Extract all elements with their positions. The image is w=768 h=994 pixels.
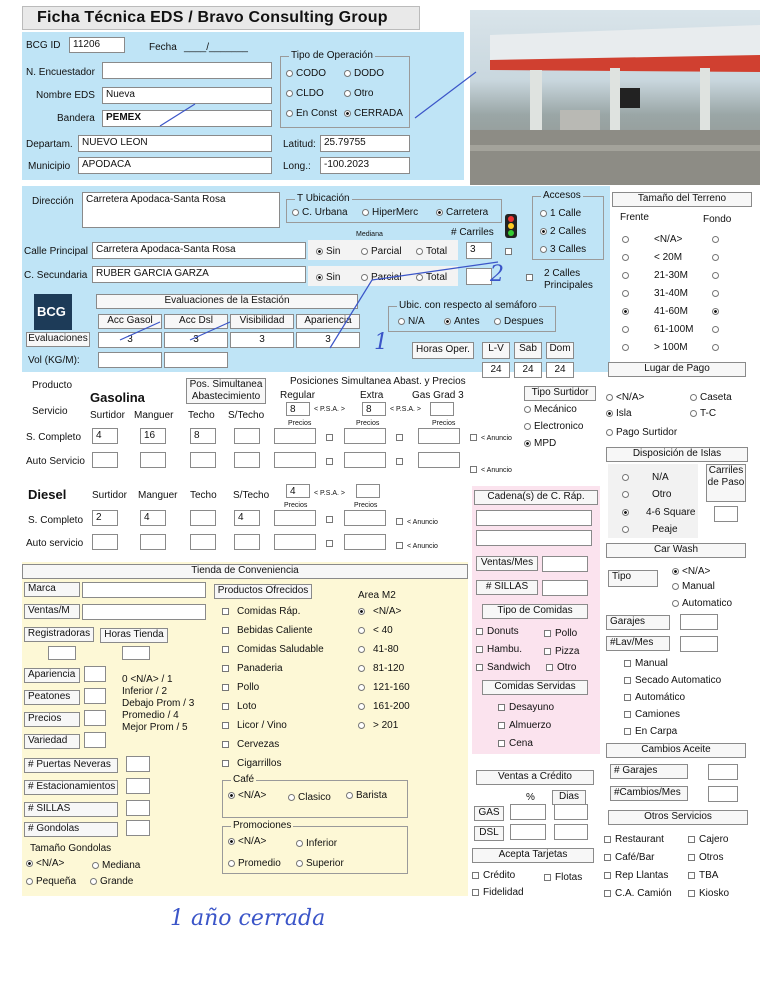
semaforo-title: Ubic. con respecto al semáforo <box>399 300 537 311</box>
tarjeta-credito-label: Crédito <box>483 870 516 881</box>
area-label: < 40 <box>373 625 393 636</box>
cena-label: Cena <box>509 738 533 749</box>
dsl-s-completo-label: S. Completo <box>28 515 84 526</box>
eval-acc-gasol-field[interactable]: 3 <box>98 332 162 348</box>
precios-label: Precios <box>24 712 80 727</box>
estacionamientos-label: # Estacionamientos <box>24 780 118 795</box>
handwritten-note: 1 año cerrada <box>170 906 326 931</box>
secundaria-total-label: Total <box>426 272 448 283</box>
gas-as-anuncio-label: < Anuncio <box>481 467 512 474</box>
aceite-garajes-label: # Garajes <box>610 764 688 779</box>
pago-caseta-label: Caseta <box>700 392 732 403</box>
horas-lv-label: L-V <box>482 342 510 359</box>
gas-surtidor-field[interactable]: 4 <box>92 428 118 444</box>
ext-pos-field[interactable]: 8 <box>362 402 386 416</box>
area-label: > 201 <box>373 720 399 731</box>
principal-total-label: Total <box>426 246 448 257</box>
servicio-label: Rep Llantas <box>615 870 669 881</box>
eval-col-acc-gasol: Acc Gasol <box>98 314 162 329</box>
gondola-na-label: <N/A> <box>36 858 65 869</box>
aceite-cambios-label: #Cambios/Mes <box>610 786 688 801</box>
pago-title: Lugar de Pago <box>608 362 746 377</box>
terreno-frente-label: Frente <box>620 212 649 223</box>
horas-lv-field[interactable]: 24 <box>482 362 510 378</box>
credito-dias-label: Dias <box>552 790 586 805</box>
area-label: 121-160 <box>373 682 410 693</box>
bandera-label: Bandera <box>57 113 95 124</box>
reg-precios-label: Precios <box>288 420 312 427</box>
donuts-label: Donuts <box>487 626 519 637</box>
acceso-1-calle-label: 1 Calle <box>550 208 582 219</box>
horas-dom-field[interactable]: 24 <box>546 362 574 378</box>
carwash-option-label: Automático <box>635 692 686 703</box>
ubicacion-title: T Ubicación <box>297 193 350 204</box>
area-title: Area M2 <box>358 590 396 601</box>
sandwich-label: Sandwich <box>487 662 531 673</box>
carwash-option-label: Camiones <box>635 709 681 720</box>
calle-principal-field[interactable]: Carretera Apodaca-Santa Rosa <box>92 242 306 259</box>
pizza-label: Pizza <box>555 646 580 657</box>
urbana-label: C. Urbana <box>302 207 348 218</box>
registradoras-label: Registradoras <box>24 627 94 642</box>
carwash-lav-label: #Lav/Mes <box>606 636 670 651</box>
terreno-title: Tamaño del Terreno <box>612 192 752 207</box>
handwritten-two: 2 <box>490 262 504 287</box>
reg-pos-field[interactable]: 8 <box>286 402 310 416</box>
eval-col-apariencia: Apariencia <box>296 314 360 329</box>
encuestador-label: N. Encuestador <box>26 67 95 78</box>
gas-manguer-header: Manguer <box>134 410 174 421</box>
servicios-title: Otros Servicios <box>608 810 748 825</box>
municipio-field[interactable]: APODACA <box>78 157 272 174</box>
cadena-title: Cadena(s) de C. Ráp. <box>474 490 598 505</box>
cafe-clasico-label: Clasico <box>298 792 331 803</box>
latitud-label: Latitud: <box>283 139 316 150</box>
latitud-field[interactable]: 25.79755 <box>320 135 410 152</box>
servicio-label: Servicio <box>32 406 68 417</box>
productos-title: Productos Ofrecidos <box>214 584 312 599</box>
longitud-field[interactable]: -100.2023 <box>320 157 410 174</box>
peatones-label: Peatones <box>24 690 80 705</box>
evaluaciones-title: Evaluaciones de la Estación <box>96 294 358 309</box>
promo-superior-label: Superior <box>306 858 344 869</box>
gondola-mediana-label: Mediana <box>102 860 141 871</box>
variedad-label: Variedad <box>24 734 80 749</box>
producto-label: Comidas Saludable <box>237 644 324 655</box>
producto-label: Loto <box>237 701 257 712</box>
carwash-option-label: Secado Automatico <box>635 675 722 686</box>
carwash-automatico-label: Automatico <box>682 598 733 609</box>
ext-psa-label: < P.S.A. > <box>390 406 422 413</box>
extra-header: Extra <box>360 390 384 401</box>
dsl-stecho-header: S/Techo <box>233 490 270 501</box>
horas-sab-label: Sab <box>514 342 542 359</box>
mpd-label: MPD <box>534 438 557 449</box>
hambu-label: Hambu. <box>487 644 523 655</box>
mecanico-label: Mecánico <box>534 404 577 415</box>
gas-s-completo-label: S. Completo <box>26 432 82 443</box>
credito-pct-label: % <box>526 792 535 803</box>
cafe-na-label: <N/A> <box>238 790 267 801</box>
dsl-techo-header: Techo <box>190 490 217 501</box>
gas-techo-header: Techo <box>188 410 215 421</box>
horas-oper-label: Horas Oper. <box>412 342 474 359</box>
ext-precios-label: Precios <box>356 420 380 427</box>
promo-promedio-label: Promedio <box>238 858 281 869</box>
dsl-precios-label-2: Precios <box>354 502 378 509</box>
bandera-field[interactable]: PEMEX <box>102 110 272 127</box>
dsl-manguer-header: Manguer <box>138 490 178 501</box>
pago-isla-label: Isla <box>616 408 632 419</box>
apariencia-label: Apariencia <box>24 668 80 683</box>
dsl-stecho-field[interactable]: 4 <box>234 510 260 526</box>
pen-stroke <box>160 104 195 126</box>
gas-auto-servicio-label: Auto Servicio <box>26 456 85 467</box>
carriles-paso-label: Carriles de Paso <box>706 464 746 502</box>
producto-label: Bebidas Caliente <box>237 625 313 636</box>
carwash-manual-label: Manual <box>682 581 715 592</box>
acceso-2-calles-label: 2 Calles <box>550 226 587 237</box>
marca-label: Marca <box>24 582 80 597</box>
area-label: 41-80 <box>373 644 399 655</box>
dsl-surtidor-field[interactable]: 2 <box>92 510 118 526</box>
tarjeta-fidelidad-label: Fidelidad <box>483 887 524 898</box>
dsl-surtidor-header: Surtidor <box>92 490 128 501</box>
gas-stecho-header: S/Techo <box>228 410 265 421</box>
terreno-option-label: 31-40M <box>654 288 688 299</box>
pollo-label: Pollo <box>555 628 578 639</box>
carriles-field[interactable]: 3 <box>466 242 492 259</box>
enconst-label: En Const <box>296 108 338 119</box>
tienda-sillas-label: # SILLAS <box>24 802 118 817</box>
producto-label: Panaderia <box>237 663 283 674</box>
area-label: 81-120 <box>373 663 405 674</box>
direccion-label: Dirección <box>32 196 74 207</box>
producto-label: Comidas Ráp. <box>237 606 301 617</box>
islas-peaje-label: Peaje <box>652 524 678 535</box>
gondolas-label: # Gondolas <box>24 822 118 837</box>
principal-parcial-label: Parcial <box>371 246 402 257</box>
pen-stroke <box>190 322 230 340</box>
gas-anuncio-label: < Anuncio <box>481 435 512 442</box>
eval-col-acc-dsl: Acc Dsl <box>164 314 228 329</box>
cafe-title: Café <box>233 774 255 785</box>
acceso-3-calles-label: 3 Calles <box>550 244 587 255</box>
eval-apariencia-field[interactable]: 3 <box>296 332 360 348</box>
pos-sim-header: Pos. Simultanea Abastecimiento <box>186 378 266 404</box>
tipo-operacion-title: Tipo de Operación <box>291 50 373 61</box>
gasolina-label: Gasolina <box>90 390 145 405</box>
terreno-option-label: <N/A> <box>654 234 683 245</box>
pen-stroke <box>120 322 160 340</box>
principal-sin-label: Sin <box>326 246 341 257</box>
eval-visibilidad-field[interactable]: 3 <box>230 332 294 348</box>
dsl-manguer-field[interactable]: 4 <box>140 510 166 526</box>
area-label: <N/A> <box>373 606 402 617</box>
desayuno-label: Desayuno <box>509 702 555 713</box>
ventas-m-label: Ventas/M <box>24 604 80 619</box>
tam-gondolas-label: Tamaño Gondolas <box>30 843 112 854</box>
municipio-label: Municipio <box>28 161 71 172</box>
cadena-sillas-label: # SILLAS <box>476 580 538 595</box>
vol-label: Vol (KG/M): <box>28 355 80 366</box>
horas-sab-field[interactable]: 24 <box>514 362 542 378</box>
promo-na-label: <N/A> <box>238 836 267 847</box>
producto-label: Cigarrillos <box>237 758 282 769</box>
dsl-precios-label: Precios <box>284 502 308 509</box>
servicio-label: C.A. Camión <box>615 888 672 899</box>
semaforo-despues-label: Despues <box>504 316 544 327</box>
grad3-header: Gas Grad 3 <box>412 390 464 401</box>
horas-tienda-label: Horas Tienda <box>100 628 168 643</box>
gas-techo-field[interactable]: 8 <box>190 428 216 444</box>
terreno-option-label: 21-30M <box>654 270 688 281</box>
terreno-option-label: > 100M <box>654 342 688 353</box>
bcg-id-field[interactable]: 11206 <box>69 37 125 53</box>
area-label: 161-200 <box>373 701 410 712</box>
pen-stroke <box>415 72 476 118</box>
eval-col-visibilidad: Visibilidad <box>230 314 294 329</box>
servicio-label: Café/Bar <box>615 852 655 863</box>
accesos-title: Accesos <box>543 190 581 201</box>
dodo-label: DODO <box>354 68 384 79</box>
producto-label: Cervezas <box>237 739 280 750</box>
tarjetas-title: Acepta Tarjetas <box>472 848 594 863</box>
carriles-label: # Carriles <box>451 227 494 238</box>
pago-na-label: <N/A> <box>616 392 645 403</box>
dsl-as-anuncio-label: < Anuncio <box>407 543 438 550</box>
otro-comida-label: Otro <box>557 662 577 673</box>
fecha-value[interactable]: ____/_______ <box>184 42 248 53</box>
escala-legend: 0 <N/A> / 1 Inferior / 2 Debajo Prom / 3 Promedio / 4 Mejor Prom / 5 <box>122 674 195 733</box>
reg-psa-label: < P.S.A. > <box>314 406 346 413</box>
carwash-tipo-label: Tipo <box>608 570 658 587</box>
longitud-label: Long.: <box>283 161 311 172</box>
dsl-anuncio-label: < Anuncio <box>407 519 438 526</box>
carwash-option-label: En Carpa <box>635 726 678 737</box>
cafe-barista-label: Barista <box>356 790 388 801</box>
calle-principal-label: Calle Principal <box>24 246 88 257</box>
tipo-comidas-title: Tipo de Comidas <box>482 604 588 619</box>
neveras-label: # Puertas Neveras <box>24 758 118 773</box>
fecha-label: Fecha <box>149 42 177 53</box>
semaforo-na-label: N/A <box>408 316 425 327</box>
grad3-precios-label: Precios <box>432 420 456 427</box>
semaforo-antes-label: Antes <box>454 316 480 327</box>
producto-label: Producto <box>32 380 73 391</box>
bcg-logo-text: BCG <box>37 304 66 319</box>
dsl-pos-field[interactable]: 4 <box>286 484 310 498</box>
promociones-title: Promociones <box>233 820 292 831</box>
page-title: Ficha Técnica EDS / Bravo Consulting Group <box>37 9 388 26</box>
producto-label: Licor / Vino <box>237 720 287 731</box>
mediana-label: Mediana <box>356 231 383 238</box>
carretera-label: Carretera <box>446 207 489 218</box>
nombre-field[interactable]: Nueva <box>102 87 272 104</box>
dsl-auto-servicio-label: Auto servicio <box>26 538 84 549</box>
gas-manguer-field[interactable]: 16 <box>140 428 166 444</box>
nombre-label: Nombre EDS <box>36 90 95 101</box>
aceite-title: Cambios Aceite <box>606 743 746 758</box>
regular-header: Regular <box>280 390 316 401</box>
cerrada-label: CERRADA <box>354 108 403 119</box>
secundaria-parcial-label: Parcial <box>371 272 402 283</box>
pen-stroke <box>372 262 498 280</box>
terreno-fondo-label: Fondo <box>703 214 732 225</box>
dsl-psa-label: < P.S.A. > <box>314 490 346 497</box>
tarjeta-flotas-label: Flotas <box>555 872 583 883</box>
terreno-option-label: 61-100M <box>654 324 694 335</box>
pago-surtidor-label: Pago Surtidor <box>616 427 678 438</box>
depto-label: Departam. <box>26 139 73 150</box>
gondola-pequena-label: Pequeña <box>36 876 77 887</box>
islas-na-label: N/A <box>652 472 669 483</box>
ventas-mes-label: Ventas/Mes <box>476 556 538 571</box>
diesel-label: Diesel <box>28 487 67 502</box>
calle-secundaria-label: C. Secundaria <box>24 270 88 281</box>
promo-inferior-label: Inferior <box>306 838 338 849</box>
producto-label: Pollo <box>237 682 260 693</box>
codo-label: CODO <box>296 68 326 79</box>
carwash-option-label: Manual <box>635 658 668 669</box>
almuerzo-label: Almuerzo <box>509 720 552 731</box>
credito-gas-label: GAS <box>474 806 504 821</box>
carwash-garajes-label: Garajes <box>606 615 670 630</box>
comidas-servidas-title: Comidas Servidas <box>482 680 588 695</box>
direccion-field[interactable]: Carretera Apodaca-Santa Rosa <box>82 192 280 228</box>
pago-tc-label: T-C <box>700 408 717 419</box>
servicio-label: TBA <box>699 870 719 881</box>
eval-acc-dsl-field[interactable]: 3 <box>164 332 228 348</box>
handwritten-one: 1 <box>374 330 388 355</box>
calle-secundaria-field[interactable]: RUBER GARCIA GARZA <box>92 266 306 283</box>
servicio-label: Restaurant <box>615 834 664 845</box>
servicio-label: Cajero <box>699 834 729 845</box>
horas-dom-label: Dom <box>546 342 574 359</box>
islas-square-label: 4-6 Square <box>646 507 696 518</box>
evaluaciones-label: Evaluaciones <box>26 332 90 347</box>
calles-principales-label: 2 Calles Principales <box>544 268 593 291</box>
islas-title: Disposición de Islas <box>606 447 748 462</box>
electronico-label: Electronico <box>534 421 584 432</box>
secundaria-sin-label: Sin <box>326 272 341 283</box>
depto-field[interactable]: NUEVO LEON <box>78 135 272 152</box>
gas-surtidor-header: Surtidor <box>90 410 126 421</box>
tipo-surtidor-title: Tipo Surtidor <box>524 386 596 401</box>
credito-title: Ventas a Crédito <box>476 770 594 785</box>
credito-dsl-label: DSL <box>474 826 504 841</box>
tienda-title: Tienda de Conveniencia <box>22 564 468 579</box>
carwash-na-label: <N/A> <box>682 566 711 577</box>
pos-sim2-header: Posiciones Simultanea Abast. y Precios <box>290 376 466 387</box>
terreno-option-label: < 20M <box>654 252 683 263</box>
servicio-label: Kiosko <box>699 888 730 899</box>
cldo-label: CLDO <box>296 88 324 99</box>
pen-stroke <box>330 280 372 348</box>
islas-otro-label: Otro <box>652 489 672 500</box>
otro-label: Otro <box>354 88 374 99</box>
gondola-grande-label: Grande <box>100 876 134 887</box>
carwash-title: Car Wash <box>606 543 746 558</box>
bcg-id-label: BCG ID <box>26 40 61 51</box>
hipermerc-label: HiperMerc <box>372 207 419 218</box>
terreno-option-label: 41-60M <box>654 306 688 317</box>
servicio-label: Otros <box>699 852 724 863</box>
